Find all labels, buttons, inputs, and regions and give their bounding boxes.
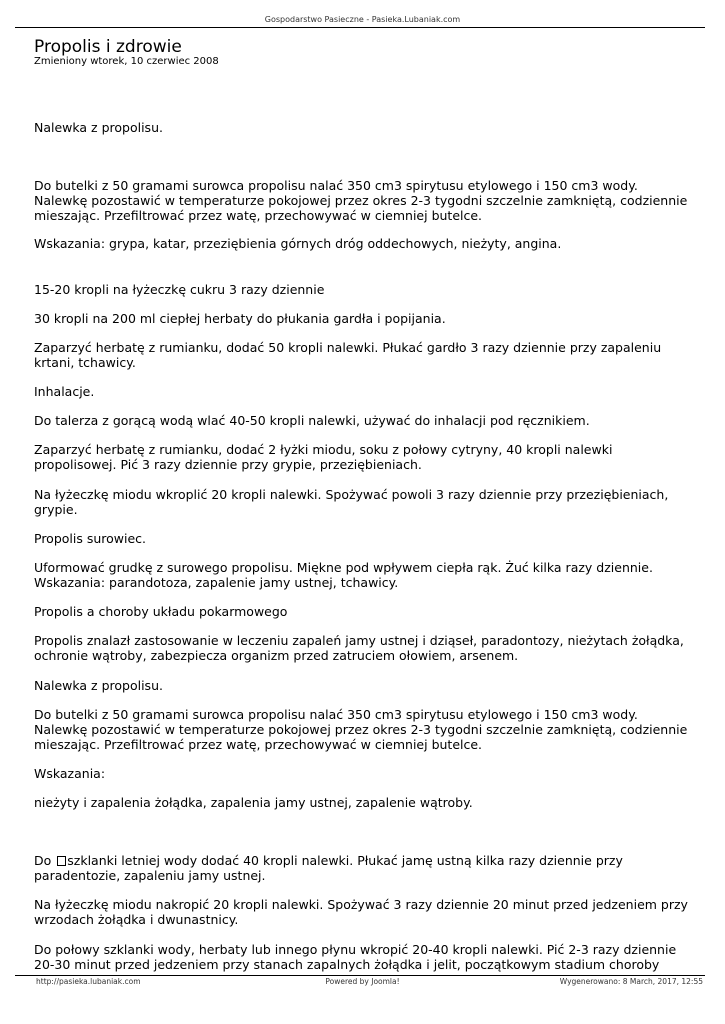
- header-divider: [15, 27, 705, 28]
- paragraph: Nalewka z propolisu.: [34, 120, 163, 135]
- paragraph: Na łyżeczkę miodu nakropić 20 kropli nalewki. Spożywać 3 razy dziennie 20 minut przed jedzeniem przy wrzodach żołądka i dwunastnicy.: [34, 897, 688, 927]
- paragraph: Propolis surowiec.: [34, 531, 147, 546]
- paragraph: Do talerza z gorącą wodą wlać 40-50 kropli nalewki, używać do inhalacji pod ręcznikiem.: [34, 413, 590, 428]
- paragraph: Wskazania: grypa, katar, przeziębienia górnych dróg oddechowych, nieżyty, angina.: [34, 236, 562, 251]
- paragraph: Propolis znalazł zastosowanie w leczeniu zapaleń jamy ustnej i dziąseł, paradontozy, nieżytach żołądka, ochronie wątroby, zabezpiecza organizm przed zatruciem ołowiem, arsenem.: [34, 633, 684, 663]
- footer-url: http://pasieka.lubaniak.com: [36, 977, 141, 986]
- paragraph-text: Do: [34, 853, 56, 868]
- paragraph: Zaparzyć herbatę z rumianku, dodać 2 łyżki miodu, soku z połowy cytryny, 40 kropli nalewki propolisowej. Pić 3 razy dziennie przy grypie, przeziębieniach.: [34, 442, 613, 472]
- footer-powered-by: Powered by Joomla!: [325, 977, 400, 986]
- paragraph: Wskazania:: [34, 766, 106, 781]
- paragraph-text: szklanki letniej wody dodać 40 kropli nalewki. Płukać jamę ustną kilka razy dziennie przy paradentozie, zapaleniu jamy ustnej.: [34, 853, 623, 883]
- article-title: Propolis i zdrowie: [34, 37, 182, 57]
- paragraph: Do butelki z 50 gramami surowca propolisu nalać 350 cm3 spirytusu etylowego i 150 cm3 wody. Nalewkę pozostawić w temperaturze pokojowej przez okres 2-3 tygodni szczelnie zamkniętą, codziennie mieszając. Przefiltrować przez watę, przechowywać w ciemniej butelce.: [34, 707, 688, 752]
- paragraph: nieżyty i zapalenia żołądka, zapalenia jamy ustnej, zapalenie wątroby.: [34, 795, 473, 810]
- print-header: Gospodarstwo Pasieczne - Pasieka.Lubaniak.com: [264, 15, 461, 24]
- paragraph: 15-20 kropli na łyżeczkę cukru 3 razy dziennie: [34, 282, 325, 297]
- paragraph: Uformować grudkę z surowego propolisu. Miękne pod wpływem ciepła rąk. Żuć kilka razy dziennie. Wskazania: parandotoza, zapalenie jamy ustnej, tchawicy.: [34, 560, 653, 590]
- paragraph: [34, 853, 694, 883]
- footer-generated-date: Wygenerowano: 8 March, 2017, 12:55: [559, 977, 703, 986]
- paragraph: 30 kropli na 200 ml ciepłej herbaty do płukania gardła i popijania.: [34, 311, 446, 326]
- paragraph: Do połowy szklanki wody, herbaty lub innego płynu wkropić 20-40 kropli nalewki. Pić 2-3 razy dziennie 20-30 minut przed jedzeniem przy stanach zapalnych żołądka i jelit, początkowym stadium choroby: [34, 942, 677, 972]
- paragraph: Do butelki z 50 gramami surowca propolisu nalać 350 cm3 spirytusu etylowego i 150 cm3 wody. Nalewkę pozostawić w temperaturze pokojowej przez okres 2-3 tygodni szczelnie zamkniętą, codziennie mieszając. Przefiltrować przez watę, przechowywać w ciemniej butelce.: [34, 178, 688, 223]
- footer-divider: [15, 975, 705, 976]
- paragraph: Propolis a choroby układu pokarmowego: [34, 604, 288, 619]
- article-modified-date: Zmieniony wtorek, 10 czerwiec 2008: [34, 56, 219, 67]
- paragraph: Inhalacje.: [34, 384, 95, 399]
- paragraph: Zaparzyć herbatę z rumianku, dodać 50 kropli nalewki. Płukać gardło 3 razy dziennie przy zapaleniu krtani, tchawicy.: [34, 340, 662, 370]
- paragraph: Nalewka z propolisu.: [34, 678, 163, 693]
- paragraph: Na łyżeczkę miodu wkroplić 20 kropli nalewki. Spożywać powoli 3 razy dziennie przy przeziębieniach, grypie.: [34, 487, 669, 517]
- missing-glyph-icon: [57, 856, 66, 866]
